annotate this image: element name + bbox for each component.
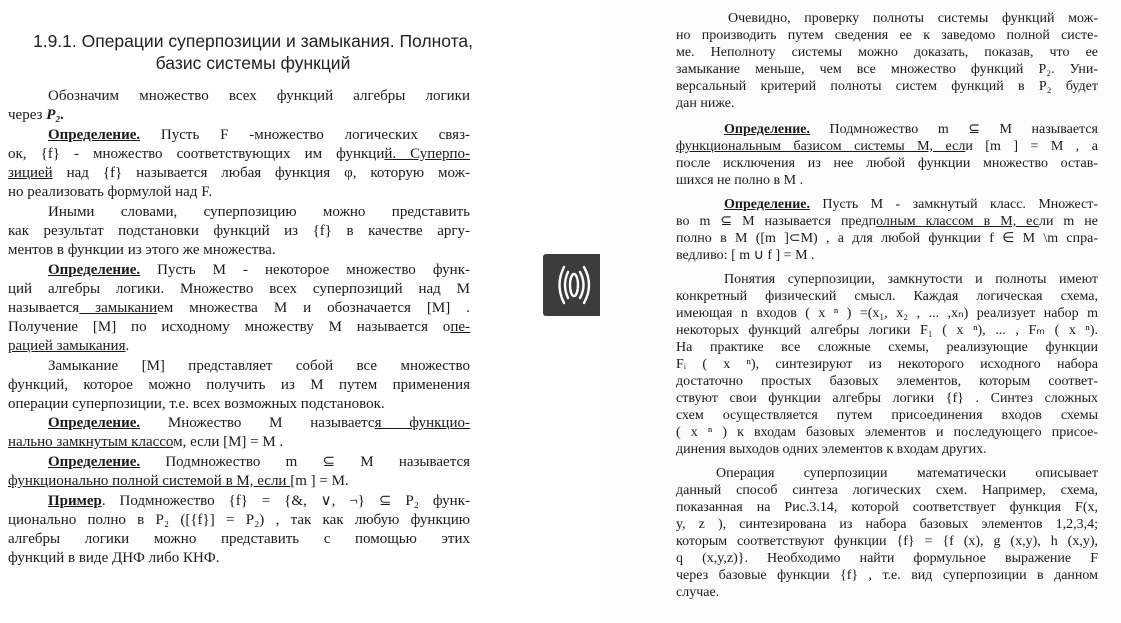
right-text-line: схем осуществляется путем присоединения входов схемы: [676, 408, 1098, 423]
right-text-line: Очевидно, проверку полноты системы функций мож-: [728, 11, 1098, 26]
left-text-line-segment: над {f} называется любая функция φ, которую мож-: [52, 165, 470, 181]
right-text-line: Понятия суперпозиции, замкнутости и полноты имеют: [724, 272, 1098, 287]
right-text-line-segment: Определение.: [724, 197, 810, 212]
left-text-line-segment: Пусть F -множество логических связ-: [140, 127, 470, 143]
right-text-line: дан ниже.: [676, 96, 735, 111]
right-text-line-segment: ли m не: [1038, 214, 1098, 229]
left-text-line: но реализовать формулой над F.: [8, 184, 213, 200]
right-text-line: достаточно простых базовых элементов, которым соответ-: [676, 374, 1098, 389]
left-text-line: Иными словами, суперпозицию можно представить: [48, 204, 470, 220]
right-text-line: которым соответствуют функции {f} = {f (x), g (x,y), h (x,y),: [676, 534, 1098, 549]
right-text-line: но производить путем сведения ее к заведомо полной систе-: [676, 28, 1098, 43]
right-text-line: полно в M ([m ]⊂M) , а для любой функции f ∈ M \m спра-: [676, 231, 1098, 246]
left-text-line: [48, 492, 470, 510]
left-text-line: Замыкание [M] представляет собой все множество: [48, 358, 470, 374]
left-text-line: [48, 261, 470, 279]
left-text-line: ментов в функции из этого же множества.: [8, 242, 276, 258]
left-text-line-segment: зицией: [8, 165, 53, 181]
left-text-line-segment: пе-: [450, 319, 470, 335]
left-text-line: Обозначим множество всех функций алгебры логики: [48, 88, 470, 104]
right-text-line: [724, 196, 1098, 213]
left-text-line-segment: м, если [M] = M .: [173, 434, 284, 450]
left-text-line-segment: Множество M называетс: [140, 415, 375, 431]
right-text-line: На практике все сложные схемы, реализующие функции: [676, 340, 1098, 355]
left-text-line-segment: через: [8, 107, 43, 123]
left-text-line-segment: замыкани: [79, 300, 158, 316]
section-heading: [18, 30, 488, 74]
right-text-line: шихся не полно в M .: [676, 173, 804, 188]
left-text-line-segment: рацией замыкания: [8, 338, 126, 354]
right-text-line-segment: Подмножество m ⊆ M называется: [809, 122, 1098, 137]
right-text-line-segment: олным классом в M, ес: [876, 214, 1039, 229]
left-text-line: [48, 126, 470, 144]
right-text-line: некоторых функций алгебры логики F₁ ( x ⁿ), ... , Fₘ ( x ⁿ).: [676, 323, 1098, 338]
right-text-line: ведливо: [ m ∪ f ] = M .: [676, 248, 815, 263]
left-text-line: алгебры логики можно представить с помощью этих: [8, 531, 470, 547]
left-text-line-segment: Определение.: [48, 262, 141, 278]
right-text-line: Fᵢ ( x ⁿ), синтезируют из некоторого исходного набора: [676, 357, 1098, 372]
left-text-line-segment: я функцио-: [374, 415, 470, 431]
left-text-line-segment: нально замкнутым классо: [8, 434, 174, 450]
left-text-line: как результат подстановки функций из {f} в качестве аргу-: [8, 223, 470, 239]
left-text-line: функций, которое можно получить из M путем применения: [8, 377, 470, 393]
left-text-line-segment: Определение.: [48, 127, 141, 143]
left-text-line-segment: Получение [M] по исходному множеству M называется о: [8, 319, 451, 335]
right-text-line: q (x,y,z)}. Необходимо найти формульное выражение F: [676, 551, 1098, 566]
right-text-line-segment: и [m ] = M , а: [965, 139, 1099, 154]
right-text-line-segment: во m ⊆ M называется предп: [676, 214, 877, 229]
right-text-line: ствуют свои функции алгебры логики {f} . Синтез сложных: [676, 391, 1098, 406]
left-text-line-segment: . Подмножество {f} = {&, ∨, ¬} ⊆ P₂ функ-: [101, 493, 470, 509]
left-text-line: ционально полно в P₂ ([{f}] = P₂) , так как любую функцию: [8, 512, 470, 528]
right-text-line: случае.: [676, 585, 720, 600]
left-text-line: [8, 106, 470, 124]
right-text-line: y, z ), синтезирована из набора базовых элементов 1,2,3,4;: [676, 517, 1098, 532]
left-text-line-segment: .: [125, 338, 130, 354]
left-text-line-segment: функционально полной системой в M, если: [8, 473, 291, 489]
left-text-line: [8, 337, 470, 355]
right-text-line: через базовые функции {f} , т.е. вид суперпозиции в данном: [676, 568, 1098, 583]
left-text-line-segment: Пример: [48, 493, 102, 509]
left-text-line-segment: Определение.: [48, 454, 141, 470]
left-text-line: функций в виде ДНФ либо КНФ.: [8, 550, 220, 566]
left-text-line: [8, 164, 470, 182]
right-text-line-segment: функциональным базисом системы M, есл: [676, 139, 966, 154]
right-text-line-segment: Пусть M - замкнутый класс. Множест-: [809, 197, 1098, 212]
right-text-line: имеющая n входов ( x ⁿ ) =(x₁, x₂ , ... ,xₙ) реализует набор m: [676, 306, 1098, 321]
left-text-line-segment: ок, {f} - множество соответствующих им функци: [8, 146, 385, 162]
left-page: [0, 0, 540, 623]
left-text-line: ций алгебры логики. Множество всех суперпозиций над M: [8, 281, 470, 297]
left-text-line-segment: называется: [8, 300, 80, 316]
right-text-line: после исключения из нее любой функции множество остав-: [676, 156, 1098, 171]
left-text-line-segment: Подмножество m ⊆ M называется: [140, 454, 470, 470]
left-text-line: [48, 414, 470, 432]
left-text-line: [48, 453, 470, 471]
right-text-line: [676, 138, 1098, 155]
audio-waves-icon: [543, 254, 605, 316]
heading-line-1: 1.9.1. Операции суперпозиции и замыкания. Полнота,: [32, 31, 474, 51]
right-text-line-segment: Определение.: [724, 122, 810, 137]
audio-button[interactable]: [543, 254, 605, 316]
right-text-line: данный способ синтеза логических схем. Например, схема,: [676, 483, 1098, 498]
right-text-line: [724, 121, 1098, 138]
right-page: [600, 0, 1121, 623]
left-text-line-segment: ем множества M и обозначается [M] .: [157, 300, 470, 316]
right-text-line: динения выходов одних элементов к входам других.: [676, 442, 987, 457]
left-text-line-segment: й. Суперпо-: [384, 146, 471, 162]
right-text-line: Операция суперпозиции математически описывает: [716, 466, 1098, 481]
left-text-line-segment: [m ] = M.: [290, 473, 349, 489]
left-text-line: [8, 318, 470, 336]
heading-line-2: базис системы функций: [155, 53, 351, 73]
right-text-line: показанная на Рис.3.14, которой соответствует функция F(x,: [676, 500, 1098, 515]
right-text-line: [676, 213, 1098, 230]
left-text-line-segment: Пусть M - некоторое множество функ-: [140, 262, 470, 278]
right-text-line: замыкание меньше, чем все множество функций P₂. Уни-: [676, 62, 1098, 77]
left-text-line: [8, 472, 470, 490]
left-text-line-segment: Определение.: [48, 415, 141, 431]
right-text-line: ме. Неполноту системы можно доказать, показав, что ее: [676, 45, 1098, 60]
right-text-line: конкретный физический смысл. Каждая логическая схема,: [676, 289, 1098, 304]
left-text-line: [8, 433, 470, 451]
left-text-line: [8, 299, 470, 317]
right-text-line: версальный критерий полноты систем функций в P₂ будет: [676, 79, 1098, 94]
left-text-line: [8, 145, 470, 163]
left-text-line-segment: P₂.: [42, 107, 65, 123]
left-text-line: операции суперпозиции, т.е. всех возможных подстановок.: [8, 396, 385, 412]
right-text-line: ( x ⁿ ) к входам базовых элементов и последующего присое-: [676, 425, 1098, 440]
